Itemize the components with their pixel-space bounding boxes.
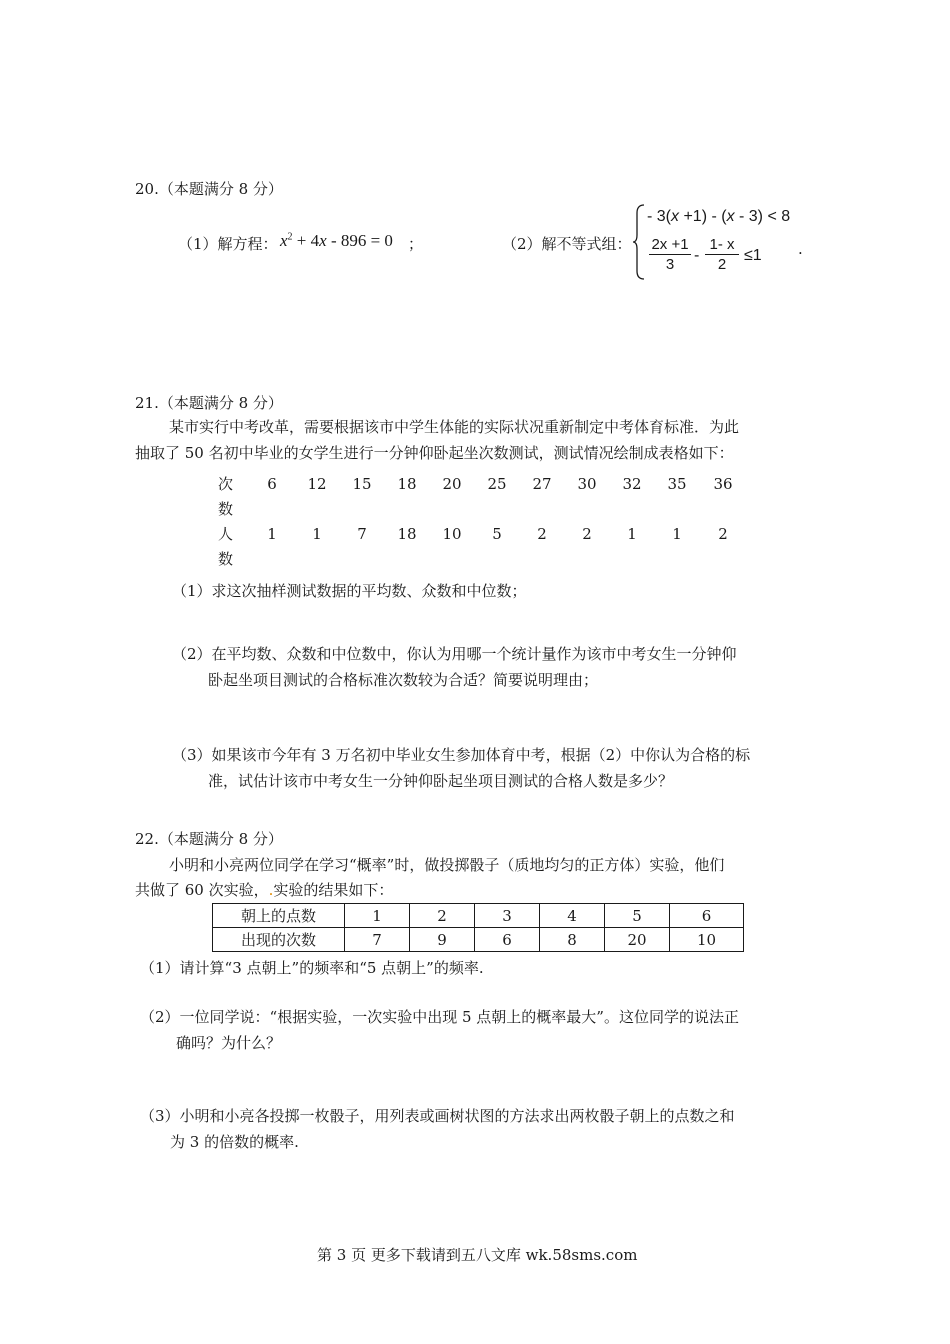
q22-dice-table	[212, 903, 744, 952]
table-cell: 18	[397, 525, 417, 543]
table-cell: 4	[540, 904, 605, 928]
table-cell: 27	[532, 475, 552, 493]
q21-part3-line2: 准，试估计该市中考女生一分钟仰卧起坐项目测试的合格人数是多少？	[208, 772, 674, 790]
table-cell: 6	[670, 904, 744, 928]
table-cell: 36	[713, 475, 733, 493]
table-cell: 7	[345, 928, 410, 952]
q20-minus: -	[694, 247, 700, 264]
table-cell: 3	[475, 904, 540, 928]
table-cell: 1	[312, 525, 322, 543]
table-header-cell: 出现的次数	[213, 928, 345, 952]
table-cell: 18	[397, 475, 417, 493]
q21-intro-line2: 抽取了 50 名初中毕业的女学生进行一分钟仰卧起坐次数测试，测试情况绘制成表格如下：	[135, 444, 734, 462]
page-footer: 第 3 页 更多下载请到五八文库 wk.58sms.com	[317, 1246, 638, 1264]
table-cell: 5	[605, 904, 670, 928]
table-cell: 20	[605, 928, 670, 952]
table-row	[213, 904, 744, 928]
q22-intro-line1: 小明和小亮两位同学在学习“概率”时，做投掷骰子（质地均匀的正方体）实验，他们	[169, 856, 725, 874]
q21-part2-line2: 卧起坐项目测试的合格标准次数较为合适？简要说明理由；	[208, 671, 599, 689]
table-header-cell: 朝上的点数	[213, 904, 345, 928]
q22-heading: 22.（本题满分 8 分）	[135, 830, 283, 848]
q21-part2-line1: （2）在平均数、众数和中位数中，你认为用哪一个统计量作为该市中考女生一分钟仰	[172, 645, 737, 663]
table-cell: 2	[582, 525, 592, 543]
q20-le: ≤1	[744, 247, 762, 264]
table-cell: 15	[352, 475, 372, 493]
table-cell: 2	[410, 904, 475, 928]
table-row	[213, 928, 744, 952]
table-cell: 1	[672, 525, 682, 543]
q22-part2-line2: 确吗？为什么？	[176, 1034, 282, 1052]
system-brace	[632, 203, 646, 285]
q21-part1: （1）求这次抽样测试数据的平均数、众数和中位数；	[172, 582, 527, 600]
table-cell: 2	[718, 525, 728, 543]
table-cell: 8	[540, 928, 605, 952]
table-cell: 6	[267, 475, 277, 493]
table-cell: 1	[267, 525, 277, 543]
q22-intro-line2: 共做了 60 次实验，.实验的结果如下：	[135, 881, 394, 899]
q21-heading: 21.（本题满分 8 分）	[135, 394, 283, 412]
q20-part1-label: （1）解方程：	[178, 235, 278, 253]
table-cell: 10	[670, 928, 744, 952]
q21-intro-line1: 某市实行中考改革，需要根据该市中学生体能的实际状况重新制定中考体育标准．为此	[169, 418, 740, 436]
table-cell: 2	[537, 525, 547, 543]
q20-fraction-2: 1- x 2	[705, 236, 739, 273]
q22-part3-line1: （3）小明和小亮各投掷一枚骰子，用列表或画树状图的方法求出两枚骰子朝上的点数之和	[140, 1107, 735, 1125]
table-cell: 30	[577, 475, 597, 493]
q22-part2-line1: （2）一位同学说：“根据实验，一次实验中出现 5 点朝上的概率最大”。这位同学的说法正	[140, 1008, 739, 1026]
table-cell: 32	[622, 475, 642, 493]
q21-part3-line1: （3）如果该市今年有 3 万名初中毕业女生参加体育中考，根据（2）中你认为合格的标	[172, 746, 751, 764]
table-cell: 9	[410, 928, 475, 952]
table-cell: 20	[442, 475, 462, 493]
table-cell: 25	[487, 475, 507, 493]
table-cell: 1	[627, 525, 637, 543]
q20-part1-end: ；	[408, 235, 424, 253]
table-cell: 5	[492, 525, 502, 543]
q20-fraction-1: 2x +1 3	[649, 236, 691, 273]
q20-heading: 20.（本题满分 8 分）	[135, 180, 283, 198]
q22-part3-line2: 为 3 的倍数的概率.	[170, 1133, 299, 1151]
table-cell: 35	[667, 475, 687, 493]
table-cell: 1	[345, 904, 410, 928]
q20-part2-label: （2）解不等式组：	[502, 235, 632, 253]
table-cell: 10	[442, 525, 462, 543]
row-header-count: 次数	[218, 475, 234, 518]
q20-end-dot: .	[798, 240, 803, 258]
table-cell: 12	[307, 475, 327, 493]
row-header-people: 人数	[218, 525, 234, 568]
table-cell: 6	[475, 928, 540, 952]
q22-part1: （1）请计算“3 点朝上”的频率和“5 点朝上”的频率.	[140, 959, 484, 977]
q20-equation: $x^2 + 4x - 896 = 0$	[280, 231, 393, 250]
table-cell: 7	[357, 525, 367, 543]
q20-inequality-1: - 3(x +1) - (x - 3) < 8	[647, 208, 791, 225]
